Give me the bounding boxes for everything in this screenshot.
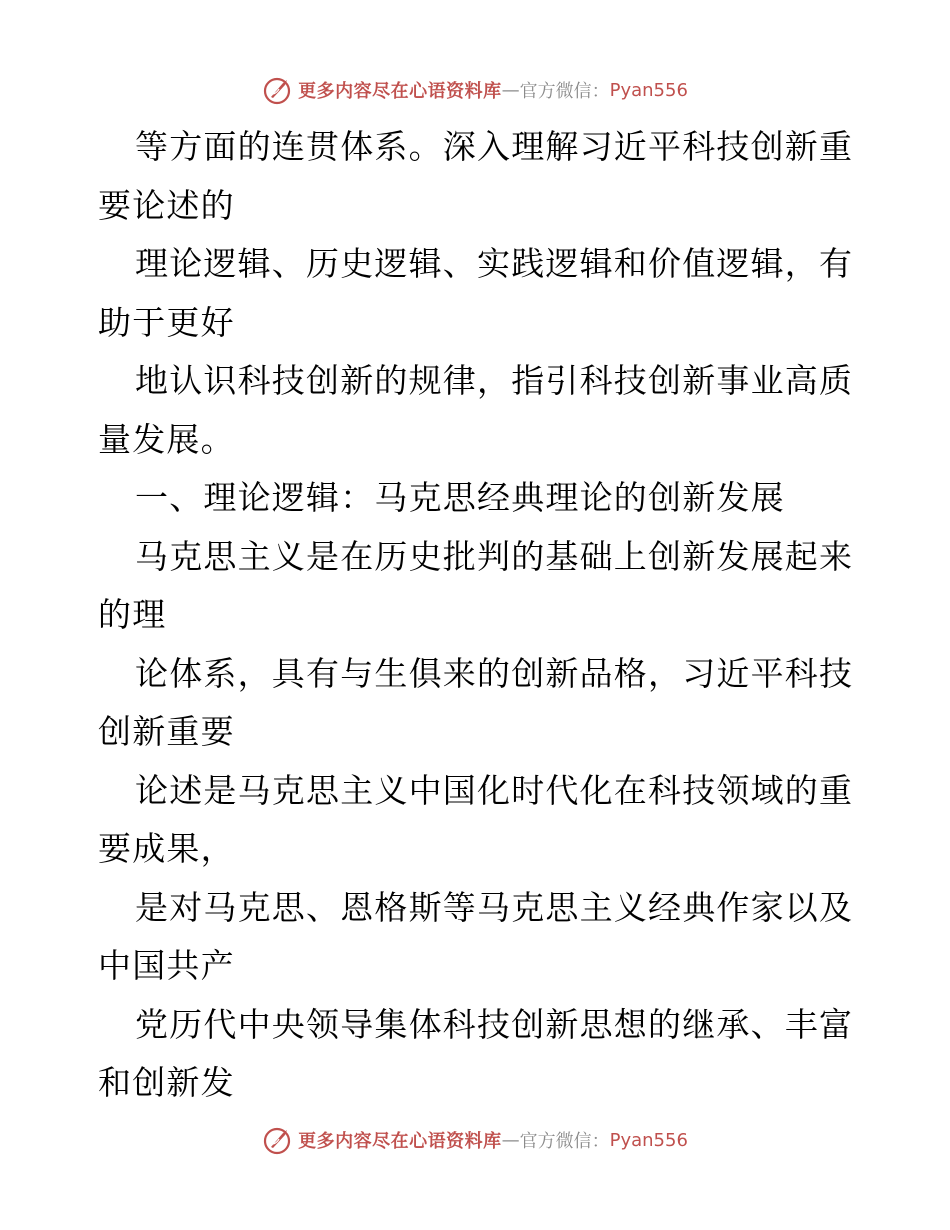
body-line: 地认识科技创新的规律，指引科技创新事业高质 — [135, 361, 854, 400]
watermark-wechat-id: Pyan556 — [609, 1129, 688, 1151]
watermark-brand-text: 更多内容尽在心语资料库 — [298, 1131, 502, 1152]
footer-watermark — [0, 1120, 950, 1160]
section-heading: 一、理论逻辑：马克思经典理论的创新发展 — [135, 478, 785, 517]
body-line: 论体系，具有与生俱来的创新品格，习近平科技 — [135, 653, 854, 693]
header-watermark — [0, 70, 950, 110]
watermark-brand-text: 更多内容尽在心语资料库 — [298, 81, 502, 102]
body-line: 的理 — [98, 595, 167, 634]
document-body — [98, 118, 858, 1113]
body-line: 是对马克思、恩格斯等马克思主义经典作家以及 — [135, 887, 854, 927]
body-line: 助于更好 — [98, 302, 235, 342]
body-line: 要成果， — [98, 829, 235, 868]
watermark-official-label: 官方微信： — [519, 81, 610, 102]
watermark-separator: — — [501, 1129, 520, 1151]
quill-logo-icon — [262, 74, 294, 106]
watermark-official-label: 官方微信： — [519, 1131, 610, 1152]
watermark-wechat-id: Pyan556 — [609, 79, 688, 101]
quill-logo-icon — [262, 1124, 294, 1156]
body-line: 马克思主义是在历史批判的基础上创新发展起来 — [135, 536, 854, 576]
body-line: 等方面的连贯体系。深入理解习近平科技创新重 — [135, 127, 854, 166]
watermark-separator: — — [501, 79, 520, 101]
body-line: 创新重要 — [98, 712, 235, 751]
body-line: 党历代中央领导集体科技创新思想的继承、丰富 — [135, 1004, 854, 1044]
body-line: 理论逻辑、历史逻辑、实践逻辑和价值逻辑，有 — [135, 244, 854, 283]
body-line: 量发展。 — [98, 419, 235, 459]
body-line: 和创新发 — [98, 1063, 235, 1102]
body-line: 中国共产 — [98, 946, 235, 985]
body-line: 论述是马克思主义中国化时代化在科技领域的重 — [135, 770, 854, 810]
body-line: 要论述的 — [98, 185, 235, 225]
